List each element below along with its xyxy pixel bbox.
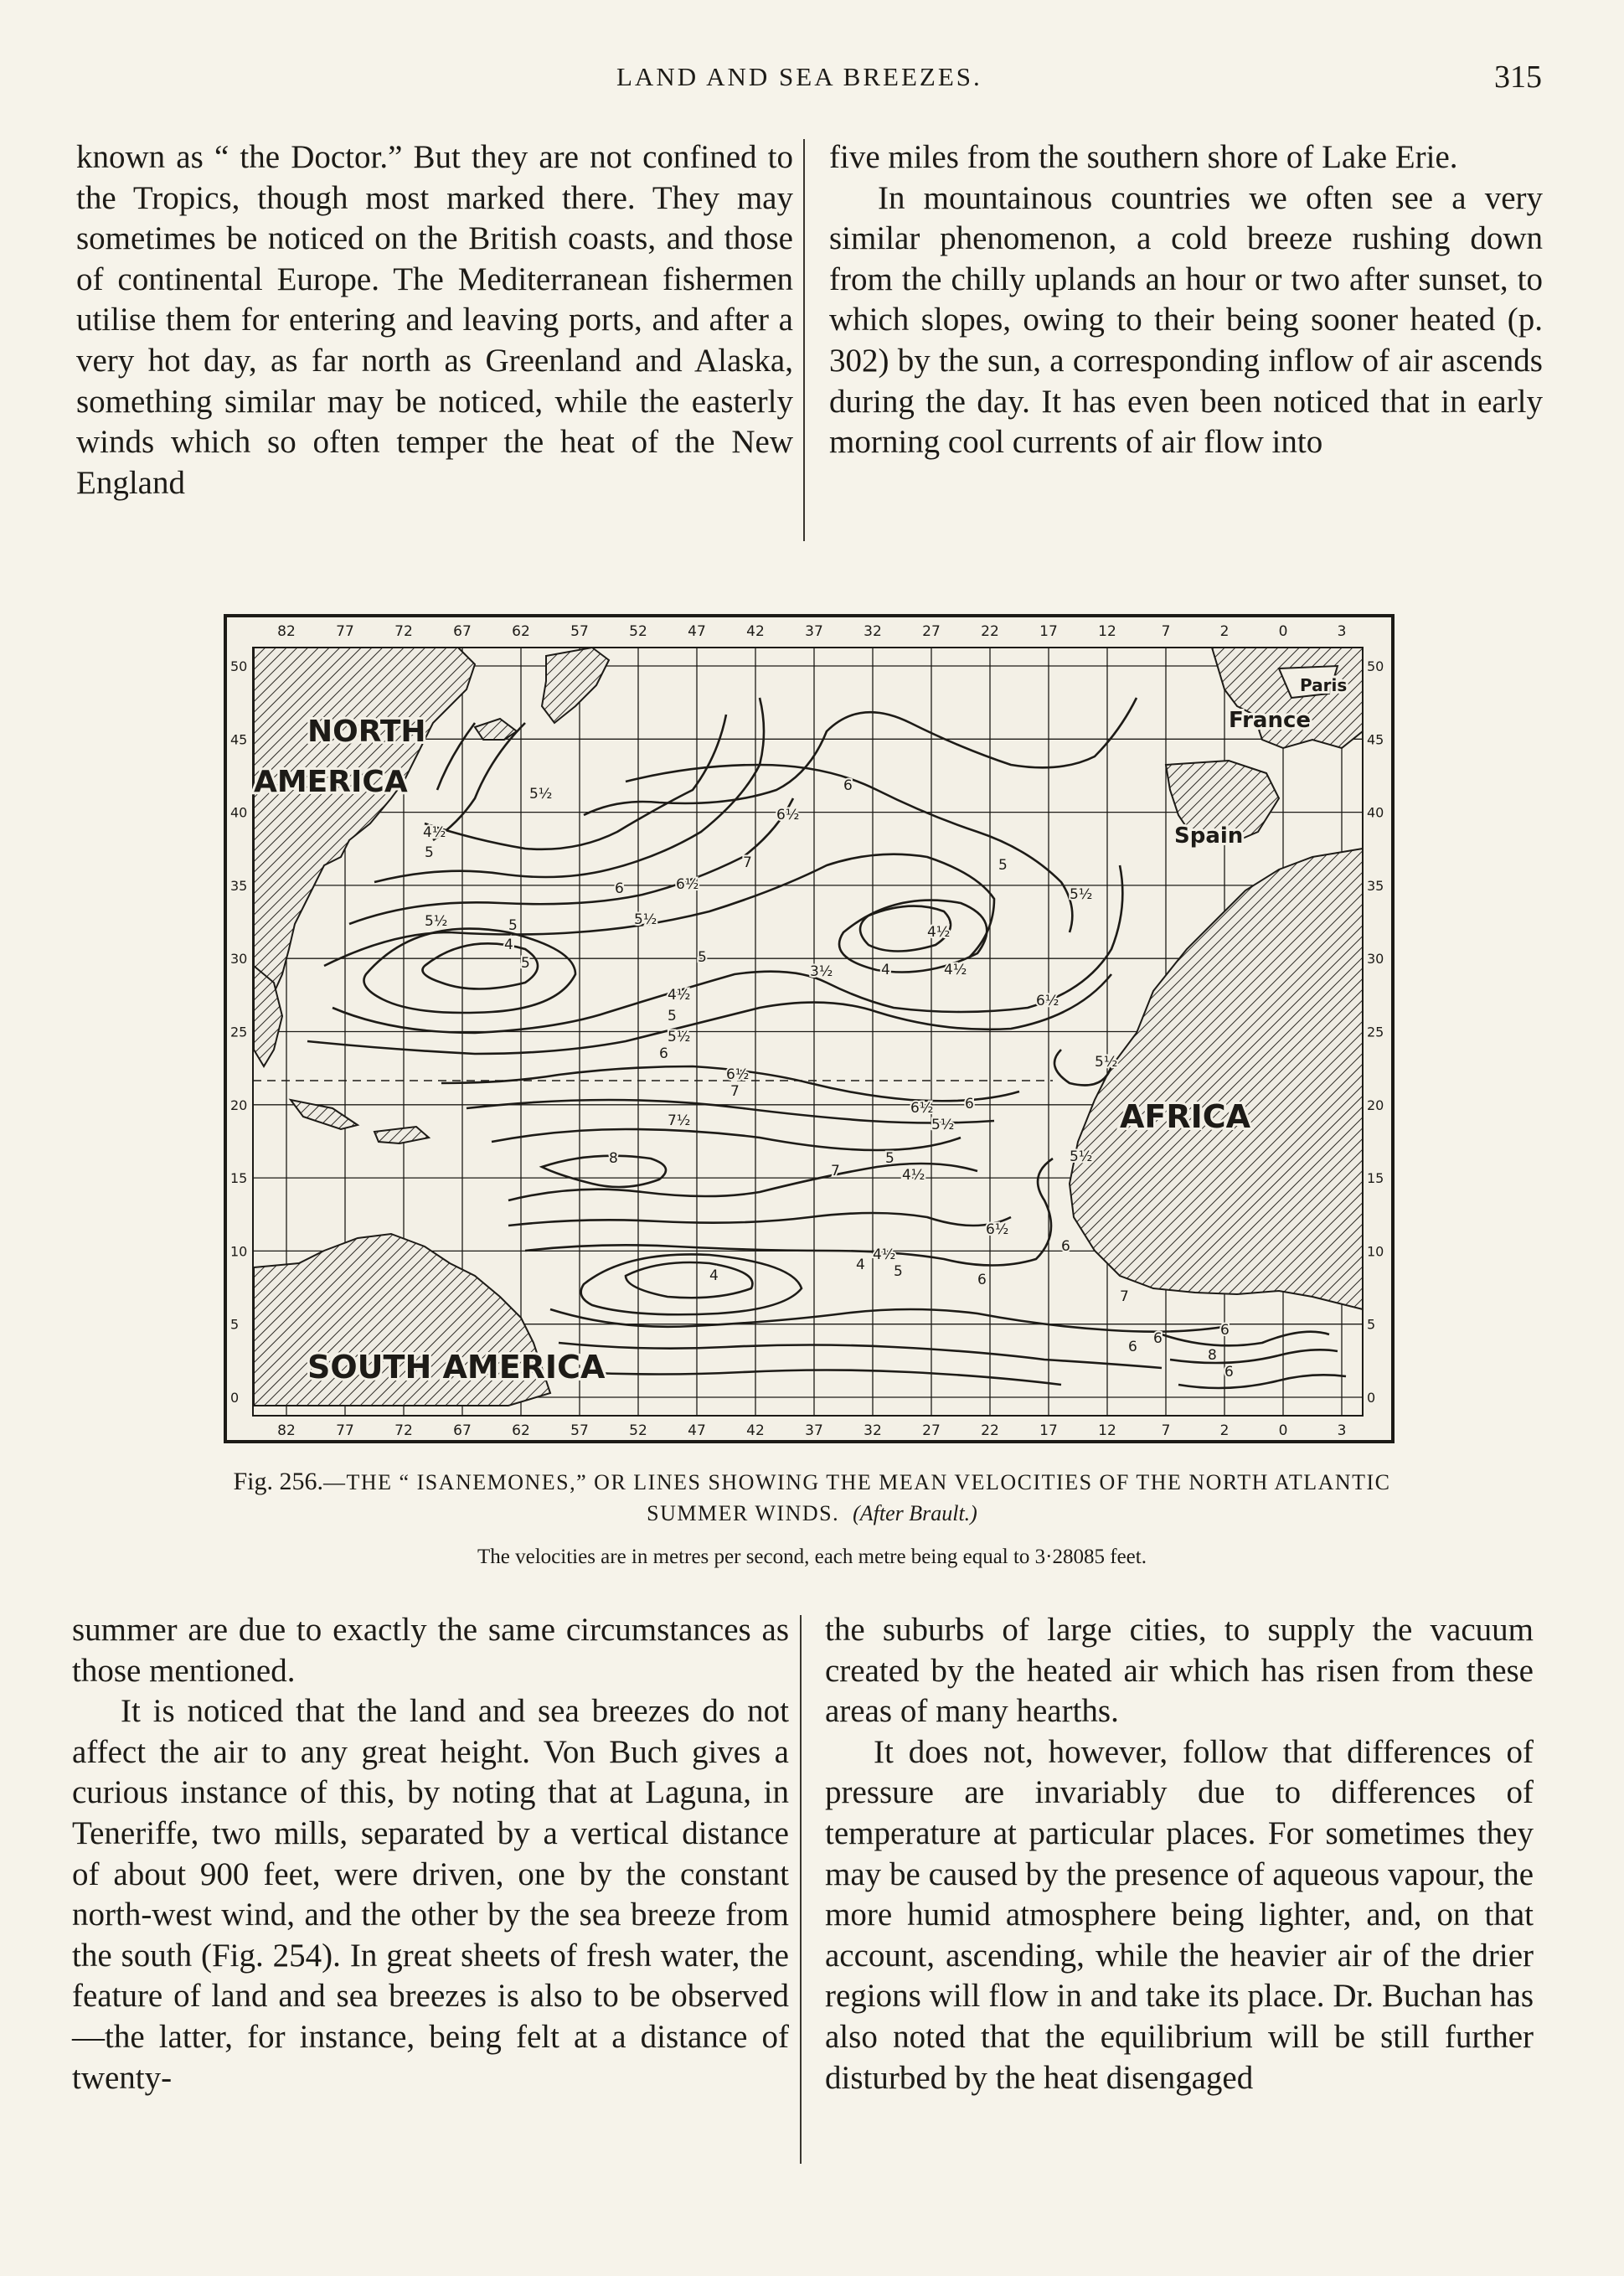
latitude-label-left: 45 — [230, 731, 248, 748]
region-label-france: France — [1229, 708, 1312, 733]
region-label-south-america: SOUTH AMERICA — [307, 1349, 606, 1386]
isoline-value-label: 3½ — [810, 963, 833, 980]
isoline-value-label: 5½ — [634, 911, 657, 928]
figure-caption — [0, 1468, 1624, 1496]
bottom-right-column — [825, 1610, 1534, 2098]
figure-source: (After Brault.) — [853, 1501, 977, 1525]
isoline-value-label: 6 — [1128, 1339, 1137, 1355]
longitude-label-top: 82 — [277, 623, 296, 640]
isoline-value-label: 5 — [668, 1008, 677, 1024]
latitude-label-right: 35 — [1367, 877, 1384, 894]
isoline-value-label: 6 — [977, 1272, 987, 1288]
longitude-label-bottom: 3 — [1337, 1422, 1347, 1439]
isoline-value-label: 6½ — [1036, 993, 1059, 1009]
isoline-value-label: 6 — [1153, 1330, 1163, 1347]
longitude-label-top: 72 — [394, 623, 413, 640]
longitude-label-top: 57 — [570, 623, 589, 640]
isoline-value-label: 5 — [425, 844, 434, 861]
longitude-label-top: 42 — [746, 623, 765, 640]
longitude-label-bottom: 62 — [512, 1422, 530, 1439]
isoline-value-label: 6 — [659, 1045, 668, 1062]
isanemones-map — [224, 614, 1395, 1443]
latitude-label-left: 5 — [230, 1316, 240, 1333]
latitude-label-left: 30 — [230, 951, 248, 968]
latitude-label-right: 45 — [1367, 731, 1384, 748]
longitude-label-top: 3 — [1337, 623, 1347, 640]
longitude-label-top: 67 — [453, 623, 472, 640]
isoline-value-label: 7 — [831, 1163, 840, 1179]
running-title: LAND AND SEA BREEZES. — [616, 62, 982, 91]
isoline-value-label: 6½ — [776, 807, 800, 823]
longitude-label-top: 0 — [1278, 623, 1288, 640]
longitude-label-top: 62 — [512, 623, 530, 640]
isoline-value-label: 5 — [508, 917, 518, 934]
longitude-label-bottom: 82 — [277, 1422, 296, 1439]
region-label-spain: Spain — [1174, 823, 1244, 849]
latitude-label-right: 15 — [1367, 1170, 1384, 1187]
isoline-value-label: 7 — [743, 854, 752, 871]
figure-caption-title: —THE “ ISANEMONES,” OR LINES SHOWING THE MEAN VELOCITIES OF THE NORTH ATLANTIC — [322, 1470, 1391, 1494]
isoline-value-label: 5 — [698, 949, 707, 966]
region-label-africa: AFRICA — [1120, 1098, 1251, 1135]
longitude-label-bottom: 22 — [981, 1422, 999, 1439]
isoline-value-label: 6½ — [910, 1100, 934, 1117]
isoline-value-label: 4½ — [668, 987, 691, 1004]
longitude-label-top: 12 — [1098, 623, 1116, 640]
longitude-label-bottom: 77 — [336, 1422, 354, 1439]
latitude-label-left: 35 — [230, 877, 248, 894]
longitude-label-top: 37 — [805, 623, 823, 640]
region-label-america: AMERICA — [254, 765, 408, 799]
isoline-value-label: 5½ — [668, 1029, 691, 1045]
paragraph: the suburbs of large cities, to supply the vacuum created by the heated air which has risen from these areas of many hearths. — [825, 1612, 1534, 1730]
isoline-value-label: 4 — [881, 962, 890, 978]
latitude-label-right: 30 — [1367, 951, 1384, 968]
isoline-value-label: 4½ — [423, 824, 446, 841]
page-number: 315 — [1494, 59, 1542, 95]
latitude-label-right: 0 — [1367, 1390, 1376, 1406]
longitude-label-bottom: 57 — [570, 1422, 589, 1439]
figure-caption-line-2 — [0, 1501, 1624, 1526]
isoline-value-label: 5 — [885, 1150, 894, 1167]
longitude-label-bottom: 72 — [394, 1422, 413, 1439]
region-label-paris: Paris — [1300, 675, 1348, 695]
isoline-value-label: 4½ — [902, 1167, 925, 1184]
longitude-label-bottom: 12 — [1098, 1422, 1116, 1439]
longitude-label-bottom: 17 — [1039, 1422, 1058, 1439]
isoline-value-label: 7 — [730, 1083, 740, 1100]
isoline-value-label: 4 — [856, 1257, 865, 1273]
latitude-label-left: 25 — [230, 1024, 248, 1040]
isoline-value-label: 4 — [709, 1267, 719, 1284]
paragraph: In mountainous countries we often see a very similar phenomenon, a cold breeze rushing down from the chilly uplands an hour or two after sunset, to which slopes, owing to their being sooner heated (p. 302) by the sun, a corresponding inflow of air ascends during the day. It has even been noticed that in early morning cool currents of air flow into — [829, 179, 1543, 461]
isoline-value-label: 4½ — [944, 962, 967, 978]
isoline-value-label: 5½ — [931, 1117, 955, 1133]
longitude-label-top: 77 — [336, 623, 354, 640]
bottom-left-column — [72, 1610, 789, 2098]
figure-note: The velocities are in metres per second, each metre being equal to 3·28085 feet. — [477, 1546, 1147, 1568]
longitude-label-bottom: 2 — [1219, 1422, 1230, 1439]
longitude-label-top: 32 — [864, 623, 882, 640]
longitude-label-top: 52 — [629, 623, 647, 640]
longitude-label-bottom: 37 — [805, 1422, 823, 1439]
isoline-value-label: 6 — [1220, 1322, 1230, 1339]
latitude-label-left: 50 — [230, 658, 248, 674]
latitude-label-right: 40 — [1367, 804, 1384, 821]
isoline-value-label: 5½ — [1070, 886, 1093, 903]
isoline-value-label: 5 — [521, 955, 530, 972]
top-left-column — [76, 137, 793, 503]
region-label-north: NORTH — [307, 715, 426, 749]
latitude-label-left: 20 — [230, 1097, 248, 1113]
paragraph: It does not, however, follow that differences of pressure are invariably due to differences of temperature at particular places. For sometimes they may be caused by the presence of aqueous vapour, the more humid atmosphere being lighter, and, on that account, ascending, while the heavier air of the drier regions will flow in and take its place. Dr. Buchan has also noted that the equilibrium will be still further disturbed by the heat disengaged — [825, 1733, 1534, 2096]
isoline-value-label: 4 — [504, 937, 513, 953]
top-right-column — [829, 137, 1543, 463]
isoline-value-label: 5 — [894, 1263, 903, 1280]
isoline-value-label: 6 — [615, 880, 624, 897]
isoline-value-label: 6½ — [726, 1066, 750, 1083]
longitude-label-bottom: 27 — [922, 1422, 941, 1439]
latitude-label-right: 25 — [1367, 1024, 1384, 1040]
latitude-label-right: 20 — [1367, 1097, 1384, 1113]
longitude-label-top: 7 — [1161, 623, 1171, 640]
longitude-label-bottom: 47 — [688, 1422, 706, 1439]
figure-number: Fig. 256. — [233, 1468, 323, 1495]
isoline-value-label: 6 — [1224, 1364, 1234, 1381]
isoline-value-label: 6 — [965, 1096, 974, 1112]
isoline-value-label: 6½ — [676, 876, 699, 893]
isoline-value-label: 5½ — [529, 786, 553, 803]
isoline-value-label: 6 — [843, 777, 853, 794]
isoline-value-label: 8 — [1208, 1347, 1217, 1364]
isoline-value-label: 5 — [998, 857, 1008, 874]
isoline-value-label: 7½ — [668, 1112, 691, 1129]
longitude-label-bottom: 7 — [1161, 1422, 1171, 1439]
latitude-label-left: 15 — [230, 1170, 248, 1187]
isoline-value-label: 6½ — [986, 1221, 1009, 1238]
paragraph: It is noticed that the land and sea breezes do not affect the air to any great height. Von Buch gives a curious instance of this, by noting that at Laguna, in Teneriffe, two mills, separated by a vertical distance of about 900 feet, were driven, one by the constant north-west wind, and the other by the sea breeze from the south (Fig. 254). In great sheets of fresh water, the feature of land and sea breezes is also to be observed—the latter, for instance, being felt at a distance of twenty- — [72, 1693, 789, 2096]
column-rule-bottom — [800, 1615, 802, 2164]
longitude-label-bottom: 0 — [1278, 1422, 1288, 1439]
latitude-label-left: 0 — [230, 1390, 240, 1406]
isoline-value-label: 8 — [609, 1150, 618, 1167]
paragraph: summer are due to exactly the same circumstances as those mentioned. — [72, 1612, 789, 1689]
figure-caption-title-2: SUMMER WINDS. — [647, 1501, 840, 1525]
longitude-label-top: 27 — [922, 623, 941, 640]
longitude-label-bottom: 32 — [864, 1422, 882, 1439]
isoline-value-label: 4½ — [927, 924, 951, 941]
latitude-label-right: 5 — [1367, 1316, 1376, 1333]
longitude-label-top: 2 — [1219, 623, 1230, 640]
longitude-label-bottom: 42 — [746, 1422, 765, 1439]
latitude-label-right: 50 — [1367, 658, 1384, 674]
isoline-value-label: 7 — [1120, 1288, 1129, 1305]
paragraph: known as “ the Doctor.” But they are not confined to the Tropics, though most marked there. They may sometimes be noticed on the British coasts, and those of continental Europe. The Mediterranean fishermen utilise them for entering and leaving ports, and after a very hot day, as far north as Greenland and Alaska, something similar may be noticed, while the easterly winds which so often temper the heat of the New England — [76, 139, 793, 501]
isanemones-map-figure — [224, 614, 1395, 1443]
latitude-label-left: 10 — [230, 1243, 248, 1260]
isoline-value-label: 5½ — [1095, 1054, 1118, 1071]
longitude-label-top: 47 — [688, 623, 706, 640]
longitude-label-top: 22 — [981, 623, 999, 640]
longitude-label-bottom: 52 — [629, 1422, 647, 1439]
column-rule-top — [803, 139, 805, 541]
isoline-value-label: 6 — [1061, 1238, 1070, 1255]
latitude-label-left: 40 — [230, 804, 248, 821]
isoline-value-label: 5½ — [425, 913, 448, 930]
longitude-label-top: 17 — [1039, 623, 1058, 640]
isoline-value-label: 4½ — [873, 1246, 896, 1263]
longitude-label-bottom: 67 — [453, 1422, 472, 1439]
latitude-label-right: 10 — [1367, 1243, 1384, 1260]
isoline-value-label: 5½ — [1070, 1148, 1093, 1165]
paragraph: five miles from the southern shore of Lake Erie. — [829, 139, 1458, 175]
